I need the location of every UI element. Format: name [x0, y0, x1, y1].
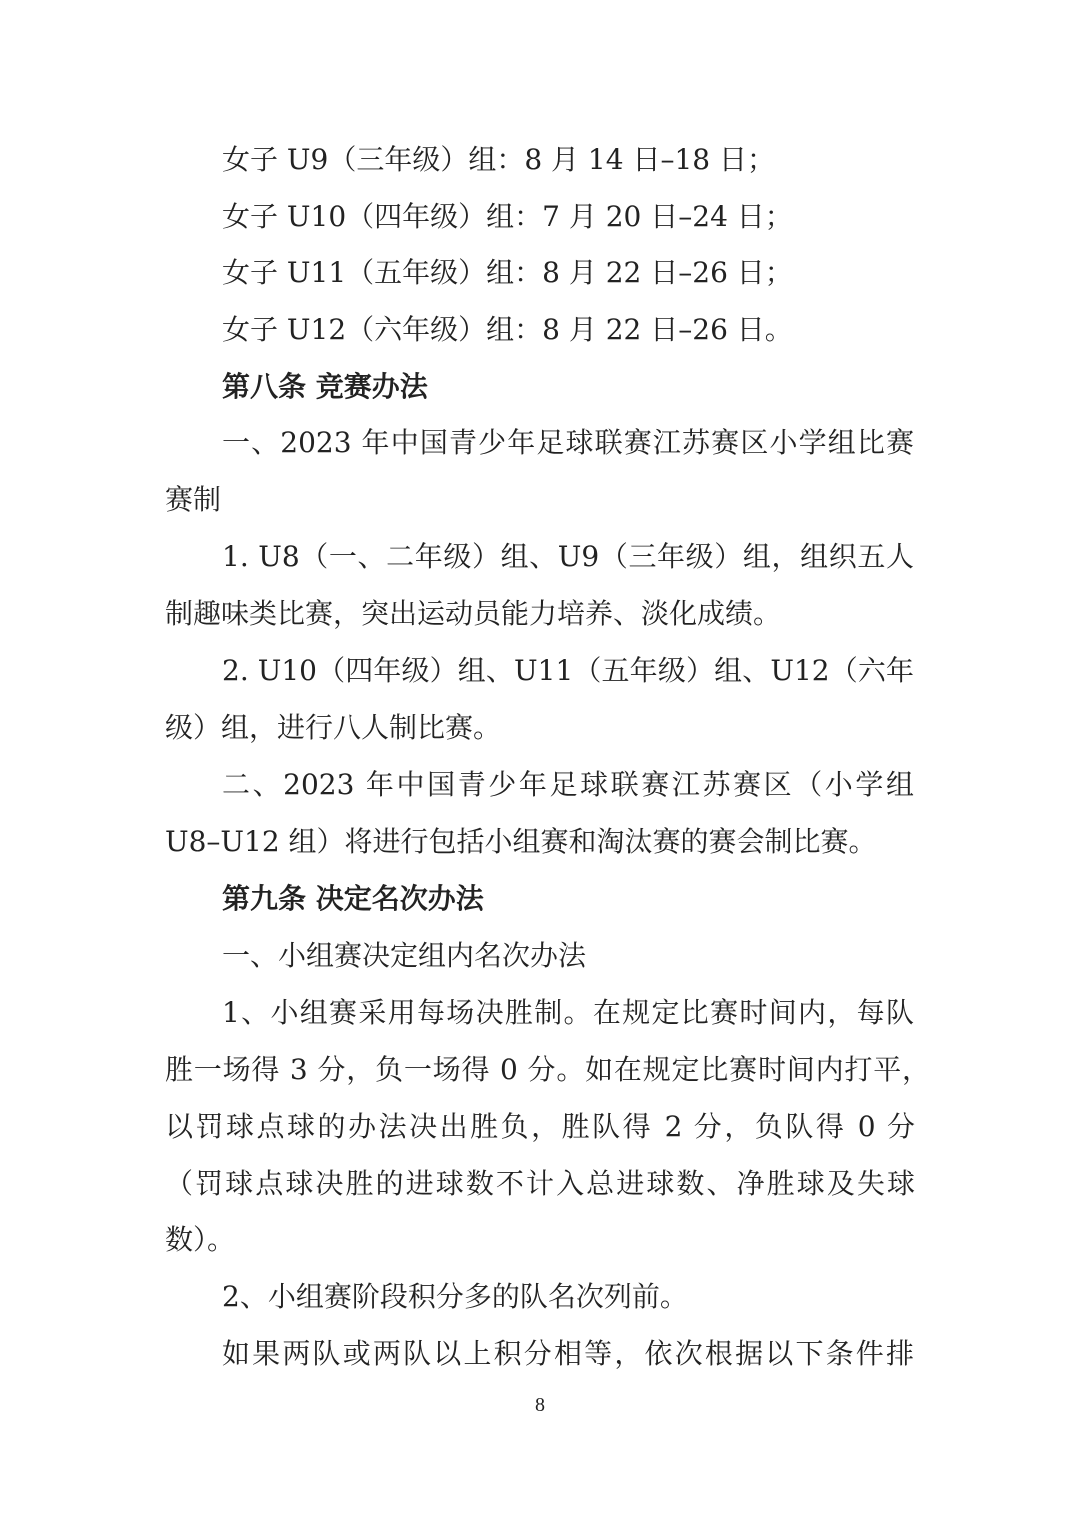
- section-heading: 第八条 竞赛办法: [222, 370, 428, 403]
- text-line: [0, 590, 1080, 638]
- text-line: [0, 1273, 1080, 1321]
- text-line: [0, 419, 1080, 467]
- text-line: [0, 1216, 1080, 1264]
- paragraph-text: 赛制: [165, 483, 222, 516]
- section-heading-line: [0, 363, 1080, 411]
- paragraph-text: 2、小组赛阶段积分多的队名次列前。: [222, 1280, 688, 1313]
- paragraph-text: 如果两队或两队以上积分相等，依次根据以下条件排: [222, 1337, 914, 1370]
- text-line: [0, 1046, 1080, 1094]
- text-line: [0, 1103, 1080, 1151]
- paragraph-text: 1. U8（一、二年级）组、U9（三年级）组，组织五人: [222, 540, 914, 573]
- text-line: [0, 1160, 1080, 1208]
- paragraph-text: 1、小组赛采用每场决胜制。在规定比赛时间内，每队: [222, 996, 914, 1029]
- paragraph-text: 数）。: [165, 1223, 236, 1256]
- paragraph-text: 女子 U12（六年级）组：8 月 22 日–26 日。: [222, 313, 793, 346]
- text-line: [0, 306, 1080, 354]
- text-line: [0, 136, 1080, 184]
- text-line: [0, 249, 1080, 297]
- paragraph-text: 女子 U10（四年级）组：7 月 20 日–24 日；: [222, 200, 793, 233]
- text-line: [0, 1330, 1080, 1378]
- text-line: [0, 647, 1080, 695]
- paragraph-text: 2. U10（四年级）组、U11（五年级）组、U12（六年: [222, 654, 914, 687]
- text-line: [0, 989, 1080, 1037]
- page-number: 8: [535, 1394, 545, 1416]
- text-line: [0, 193, 1080, 241]
- paragraph-text: U8–U12 组）将进行包括小组赛和淘汰赛的赛会制比赛。: [165, 825, 877, 858]
- text-line: [0, 476, 1080, 524]
- paragraph-text: 女子 U11（五年级）组：8 月 22 日–26 日；: [222, 256, 793, 289]
- paragraph-text: 一、小组赛决定组内名次办法: [222, 939, 587, 972]
- paragraph-text: 二、2023 年中国青少年足球联赛江苏赛区（小学组: [222, 768, 914, 801]
- text-line: [0, 761, 1080, 809]
- section-heading: 第九条 决定名次办法: [222, 882, 484, 915]
- paragraph-text: 级）组，进行八人制比赛。: [165, 711, 502, 744]
- text-line: [0, 533, 1080, 581]
- paragraph-text: 制趣味类比赛，突出运动员能力培养、淡化成绩。: [165, 597, 782, 630]
- paragraph-text: 一、2023 年中国青少年足球联赛江苏赛区小学组比赛: [222, 426, 914, 459]
- paragraph-text: 女子 U9（三年级）组：8 月 14 日–18 日；: [222, 143, 775, 176]
- paragraph-text: 胜一场得 3 分，负一场得 0 分。如在规定比赛时间内打平，: [165, 1053, 930, 1086]
- text-line: [0, 932, 1080, 980]
- paragraph-text: 以罚球点球的办法决出胜负，胜队得 2 分，负队得 0 分: [165, 1110, 915, 1143]
- paragraph-text: （罚球点球决胜的进球数不计入总进球数、净胜球及失球: [165, 1167, 915, 1200]
- text-line: [0, 704, 1080, 752]
- section-heading-line: [0, 875, 1080, 923]
- text-line: [0, 818, 1080, 866]
